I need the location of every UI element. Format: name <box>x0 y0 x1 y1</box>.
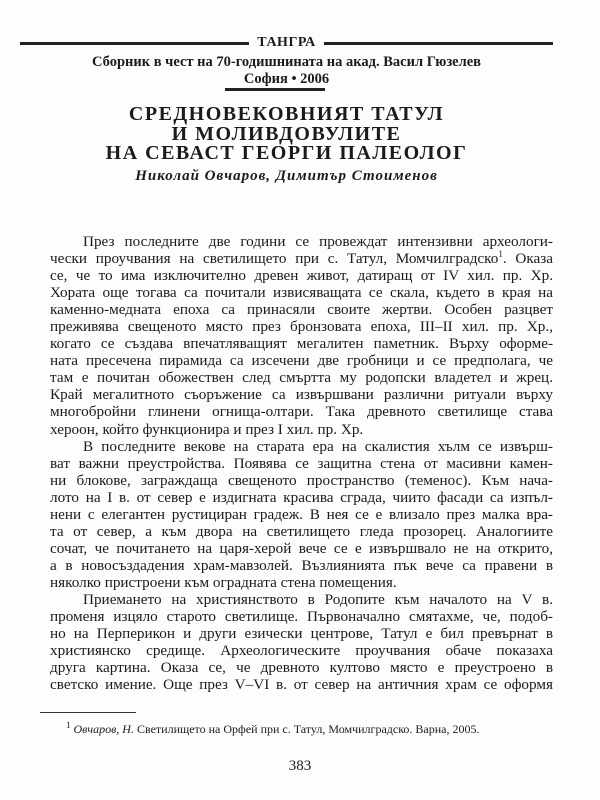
text-line <box>50 284 553 301</box>
running-header <box>20 34 553 52</box>
text-line <box>50 369 553 386</box>
text-line <box>50 438 553 455</box>
footnote <box>66 722 480 737</box>
article-body <box>50 233 553 693</box>
text-line-content: каменно-медната епоха са принасяли своите жертви. Особен разцвет <box>50 301 553 319</box>
text-line <box>50 625 553 642</box>
text-line-content: но на Перперикон и други езически центрове, Татул е бил превърнат в <box>50 625 553 643</box>
text-line <box>50 335 553 352</box>
text-line-content: В последните векове на старата ера на скалистия хълм се извърш- <box>83 437 553 455</box>
text-line-content: променя изцяло старото светилище. Първоначално смятахме, че, подоб- <box>50 608 553 626</box>
footnote-reference[interactable]: 1 <box>498 248 503 259</box>
text-line-content: християнско средище. Археологическите проучвания обаче показаха <box>50 642 553 660</box>
text-line <box>50 676 553 693</box>
journal-name: ТАНГРА <box>257 35 316 50</box>
text-line <box>50 659 553 676</box>
text-line-content: няколко пристроени към оградната стена помещения. <box>50 573 397 591</box>
header-rule-right <box>324 42 553 45</box>
footnote-author: Овчаров, Н. <box>73 722 134 736</box>
text-line-content: чески проучвания на светилището при с. Татул, Момчилградско <box>50 250 499 268</box>
text-line-content: а в новосъздадения храм-мавзолей. Възлиянията пък вече са правени в <box>50 556 553 574</box>
text-line <box>50 642 553 659</box>
text-line <box>50 557 553 574</box>
text-line-content: когато се създава впечатляващият мегалитен паметник. Върху оформе- <box>50 335 553 353</box>
text-line <box>50 608 553 625</box>
text-line <box>50 386 553 403</box>
article-title-line: И МОЛИВДОВУЛИТЕ <box>171 123 402 145</box>
text-line-content: многобройни глинени огнища-олтари. Така древното светилище става <box>50 403 553 421</box>
text-line-tail: . Оказа <box>502 250 553 268</box>
text-line-content: хероон, който функционира и през I хил. пр. Хр. <box>50 420 364 438</box>
text-line-content: ни блокове, заграждаща свещеното пространство (теменос). Към нача- <box>50 471 553 489</box>
article-authors: Николай Овчаров, Димитър Стоименов <box>135 168 438 184</box>
text-line-content: друга картина. Оказа се, че древното култово място е преустроено в <box>50 659 553 677</box>
text-line-content: ната пресечена пирамида са изсечени две гробници и се предполага, че <box>50 352 553 370</box>
text-line <box>50 455 553 472</box>
text-line <box>50 506 553 523</box>
text-line-content: та от север, а към двора на светилището гледа прозорец. Аналогиите <box>50 522 553 540</box>
header-divider <box>225 88 325 91</box>
article-title-line: НА СЕВАСТ ГЕОРГИ ПАЛЕОЛОГ <box>105 142 468 164</box>
text-line <box>50 352 553 369</box>
text-line <box>50 403 553 420</box>
text-line-content: Приемането на християнството в Родопите към началото на V в. <box>83 590 553 608</box>
text-line-content: се, че то има изключително древен живот, датиращ от IV хил. пр. Хр. <box>50 267 553 285</box>
article-title-line: СРЕДНОВЕКОВНИЯТ ТАТУЛ <box>128 103 445 125</box>
text-line <box>50 233 553 250</box>
text-line-content: През последните две години се провеждат интензивни археологи- <box>83 233 553 250</box>
text-line <box>50 591 553 608</box>
collection-subtitle: Сборник в чест на 70-годишнината на акад. Васил Гюзелев <box>92 54 481 70</box>
text-line-content: сочат, че почитането на царя-херой вече се е извършвало не на открито, <box>50 539 553 557</box>
page-number: 383 <box>288 758 312 774</box>
footnote-text: Светилището на Орфей при с. Татул, Момчилградско. Варна, 2005. <box>133 722 480 736</box>
text-line <box>50 250 553 267</box>
text-line <box>50 267 553 284</box>
text-line <box>50 489 553 506</box>
text-line-content: лото на I в. от север е издигната красива сграда, чиито фасади са изпъл- <box>50 488 553 506</box>
text-line <box>50 472 553 489</box>
footnote-mark: 1 <box>66 720 71 730</box>
text-line <box>50 523 553 540</box>
text-line <box>50 540 553 557</box>
text-line-content: преживява свещеното място през бронзовата епоха, III–II хил. пр. Хр., <box>50 318 553 336</box>
text-line-content: нени с елегантен рустициран градеж. В нея се е влизало през малка вра- <box>50 505 553 523</box>
text-line-content: Край мегалитното съоръжение са извършвани различни ритуали върху <box>50 386 553 404</box>
text-line <box>50 301 553 318</box>
text-line <box>50 318 553 335</box>
text-line-content: ват важни преустройства. Появява се защитна стена от масивни камен- <box>50 454 553 472</box>
text-line-content: светско имение. Още през V–VI в. от север на античния храм се оформя <box>50 676 553 694</box>
place-year: София • 2006 <box>243 71 330 87</box>
text-line <box>50 574 553 591</box>
text-line-content: Хората още тогава са почитали извисяващата се скала, където в края на <box>50 284 553 302</box>
text-line-content: там е почитан обожествен след смъртта му родопски владетел и жрец. <box>50 369 553 387</box>
text-line <box>50 421 553 438</box>
footnote-rule <box>40 712 136 713</box>
header-rule-left <box>20 42 249 45</box>
